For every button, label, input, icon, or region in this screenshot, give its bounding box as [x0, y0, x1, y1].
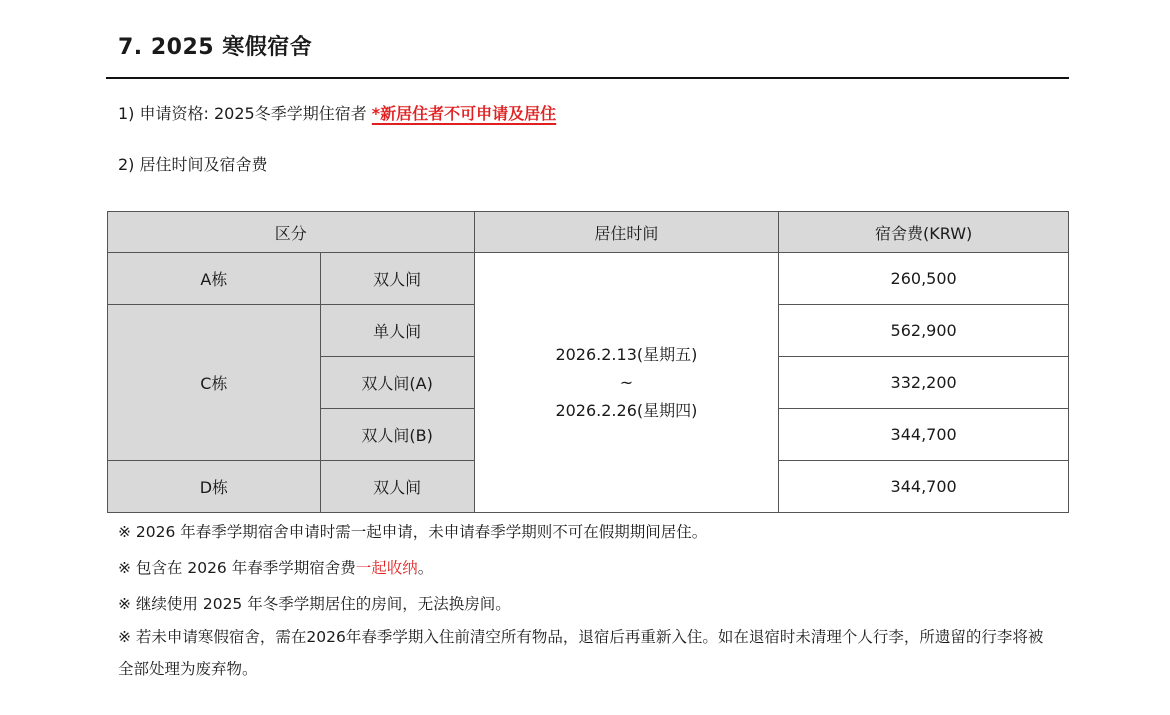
eligibility-label: 1) 申请资格: 2025冬季学期住宿者: [118, 104, 372, 123]
room-fee: 344,700: [779, 409, 1069, 461]
table-row: [108, 253, 1069, 305]
room-type: 双人间: [320, 253, 474, 305]
note-spring-application: ※ 2026 年春季学期宿舍申请时需一起申请，未申请春季学期则不可在假期期间居住。: [118, 523, 708, 541]
room-type: 单人间: [320, 305, 474, 357]
note-fee-included: [118, 556, 433, 578]
header-period: 居住时间: [474, 212, 779, 253]
room-fee: 260,500: [779, 253, 1069, 305]
title-divider: [106, 77, 1069, 79]
note-room-unchanged: ※ 继续使用 2025 年冬季学期居住的房间，无法换房间。: [118, 595, 511, 613]
room-type: 双人间(A): [320, 357, 474, 409]
room-type: 双人间(B): [320, 409, 474, 461]
building-c: C栋: [108, 305, 321, 461]
period-separator: ~: [619, 372, 634, 392]
note-fee-highlight: 一起收纳: [355, 559, 418, 577]
table-header-row: [108, 212, 1069, 253]
building-a: A栋: [108, 253, 321, 305]
header-category: 区分: [108, 212, 475, 253]
eligibility-line: [118, 101, 556, 124]
period-end: 2026.2.26(星期四): [555, 400, 698, 420]
note-move-out: ※ 若未申请寒假宿舍，需在2026年春季学期入住前清空所有物品，退宿后再重新入住。如在退宿时未清理个人行李，所遗留的行李将被全部处理为废弃物。: [118, 628, 1044, 678]
room-fee: 344,700: [779, 461, 1069, 513]
building-d: D栋: [108, 461, 321, 513]
room-fee: 332,200: [779, 357, 1069, 409]
residence-period: [474, 253, 779, 513]
dorm-fee-table: [107, 211, 1069, 513]
room-fee: 562,900: [779, 305, 1069, 357]
room-type: 双人间: [320, 461, 474, 513]
header-fee: 宿舍费(KRW): [779, 212, 1069, 253]
section-title: 7. 2025 寒假宿舍: [118, 35, 313, 60]
new-resident-warning: *新居住者不可申请及居住: [371, 104, 557, 123]
note-fee-text: ※ 包含在 2026 年春季学期宿舍费: [118, 559, 356, 577]
period-fee-heading: 2) 居住时间及宿舍费: [118, 155, 268, 174]
note-fee-end: 。: [417, 559, 434, 577]
period-start: 2026.2.13(星期五): [555, 344, 698, 364]
